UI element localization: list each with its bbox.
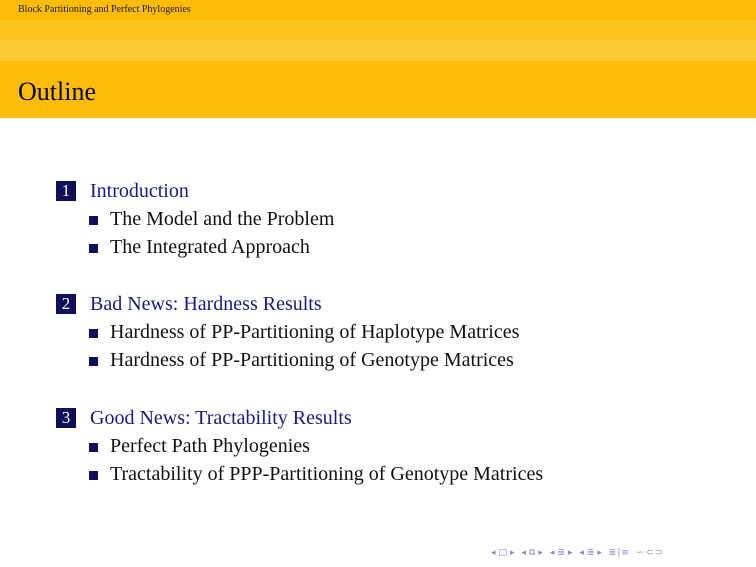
section-title[interactable]: Bad News: Hardness Results <box>90 292 322 315</box>
nav-zoom-icon[interactable]: ⊂⊃ <box>646 548 664 558</box>
subsection-entry[interactable] <box>56 233 334 261</box>
nav-part-icon[interactable]: ≣ <box>586 548 596 558</box>
header-stripe <box>0 40 756 61</box>
toc-section-2 <box>56 290 519 374</box>
nav-part-prev-icon[interactable]: ◂ <box>579 548 585 558</box>
frame-title: Outline <box>18 77 96 106</box>
nav-subsection-prev-icon[interactable]: ◂ <box>521 548 527 558</box>
nav-section-icon[interactable]: ≣ <box>557 548 566 558</box>
bullet-icon <box>89 216 98 225</box>
section-entry[interactable] <box>56 290 519 318</box>
section-number: 3 <box>56 408 76 428</box>
bullet-icon <box>89 357 98 366</box>
subsection-entry[interactable] <box>56 460 543 488</box>
bullet-icon <box>89 329 98 338</box>
nav-section-next-icon[interactable]: ▸ <box>567 548 574 558</box>
nav-subsection-icon[interactable]: ⧉ <box>528 548 537 558</box>
subsection-title[interactable]: The Integrated Approach <box>110 235 310 258</box>
section-entry[interactable] <box>56 177 334 205</box>
short-title: Block Partitioning and Perfect Phylogenies <box>18 4 191 15</box>
subsection-entry[interactable] <box>56 318 519 346</box>
nav-subsection-next-icon[interactable]: ▸ <box>538 548 544 558</box>
nav-part-next-icon[interactable]: ▸ <box>597 548 603 558</box>
headline-bar <box>0 0 756 20</box>
subsection-title[interactable]: Hardness of PP-Partitioning of Haplotype Matrices <box>110 320 520 343</box>
subsection-title[interactable]: Hardness of PP-Partitioning of Genotype Matrices <box>110 348 514 371</box>
section-title[interactable]: Introduction <box>90 179 189 202</box>
subsection-title[interactable]: Perfect Path Phylogenies <box>110 434 310 457</box>
subsection-entry[interactable] <box>56 205 334 233</box>
subsection-entry[interactable] <box>56 346 519 374</box>
section-entry[interactable] <box>56 404 543 432</box>
nav-frame-icon[interactable]: □ <box>498 548 509 558</box>
beamer-navigation-bar <box>491 548 751 562</box>
section-title[interactable]: Good News: Tractability Results <box>90 406 352 429</box>
bullet-icon <box>89 471 98 480</box>
bullet-icon <box>89 244 98 253</box>
toc-section-1 <box>56 177 334 261</box>
section-number: 2 <box>56 294 76 314</box>
nav-section-prev-icon[interactable]: ◂ <box>549 548 556 558</box>
nav-frame-prev-icon[interactable]: ◂ <box>491 548 497 558</box>
bullet-icon <box>89 443 98 452</box>
section-number: 1 <box>56 181 76 201</box>
subsection-title[interactable]: Tractability of PPP-Partitioning of Genotype Matrices <box>110 462 544 485</box>
subsection-entry[interactable] <box>56 432 543 460</box>
nav-frame-next-icon[interactable]: ▸ <box>510 548 516 558</box>
frame-title-bar <box>0 61 756 118</box>
header-stripe <box>0 20 756 40</box>
subsection-title[interactable]: The Model and the Problem <box>110 207 335 230</box>
toc-section-3 <box>56 404 543 488</box>
nav-search-icon[interactable]: ∽ <box>635 548 645 558</box>
nav-document-icon[interactable]: ≣|≡ <box>608 548 630 558</box>
